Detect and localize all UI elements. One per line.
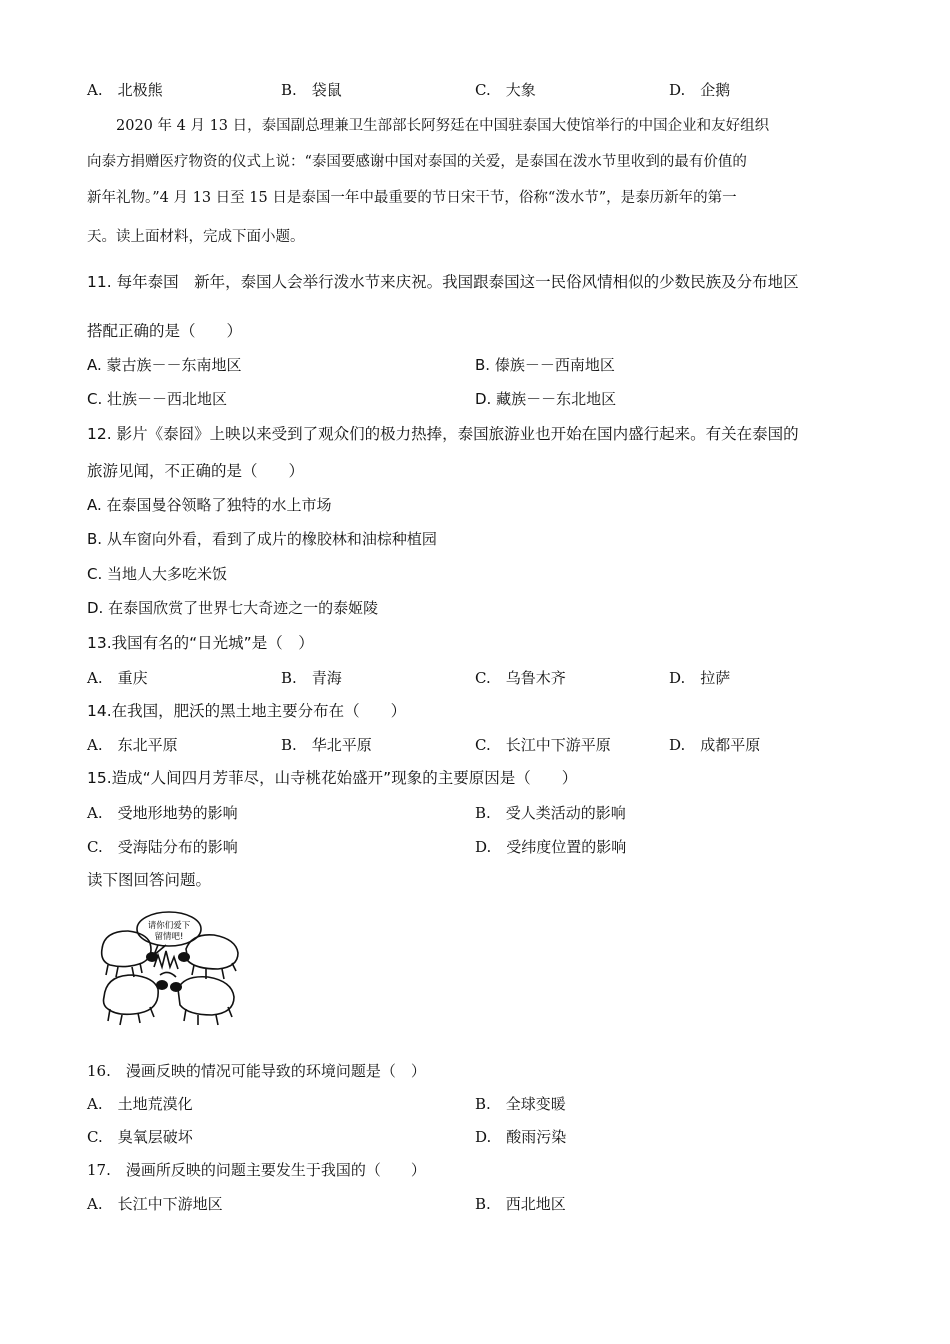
q10-option-b: B. 袋鼠	[281, 81, 342, 99]
q12-stem-cont: 旅游见闻，不正确的是（ ）	[87, 462, 305, 480]
q16-option-d: D. 酸雨污染	[475, 1128, 567, 1146]
q11-option-a: A. 蒙古族－－东南地区	[87, 356, 242, 374]
q12-option-a: A. 在泰国曼谷领略了独特的水上市场	[87, 496, 332, 514]
passage-line: 2020 年 4 月 13 日，泰国副总理兼卫生部部长阿努廷在中国驻泰国大使馆举行的中国企业和友好组织	[87, 118, 770, 134]
q11-option-c: C. 壮族－－西北地区	[87, 390, 228, 408]
q15-option-c: C. 受海陆分布的影响	[87, 838, 238, 856]
q15-stem: 15.造成“人间四月芳菲尽，山寺桃花始盛开”现象的主要原因是（ ）	[87, 769, 578, 787]
q13-option-b: B. 青海	[281, 669, 342, 687]
q16-option-a: A. 土地荒漠化	[87, 1095, 193, 1113]
q12-option-d: D. 在泰国欣赏了世界七大奇迹之一的泰姬陵	[87, 599, 379, 617]
passage-line: 天。读上面材料，完成下面小题。	[87, 229, 305, 245]
q13-option-d: D. 拉萨	[669, 669, 731, 687]
q10-option-a: A. 北极熊	[87, 81, 163, 99]
q13-stem: 13.我国有名的“日光城”是（ ）	[87, 634, 314, 652]
passage-line: 新年礼物。”4 月 13 日至 15 日是泰国一年中最重要的节日宋干节，俗称“泼水节”，是泰历新年的第一	[87, 190, 737, 206]
q14-stem: 14.在我国，肥沃的黑土地主要分布在（ ）	[87, 702, 407, 720]
q15-option-b: B. 受人类活动的影响	[475, 804, 626, 822]
q17-option-b: B. 西北地区	[475, 1195, 566, 1213]
q14-option-a: A. 东北平原	[87, 736, 178, 754]
q11-option-b: B. 傣族－－西南地区	[475, 356, 615, 374]
q11-stem: 11. 每年泰国 新年，泰国人会举行泼水节来庆祝。我国跟泰国这一民俗风情相似的少数民族及分布地区	[87, 273, 799, 291]
grass-tuft	[154, 951, 178, 969]
q14-option-b: B. 华北平原	[281, 736, 372, 754]
q14-option-c: C. 长江中下游平原	[475, 736, 611, 754]
q16-stem: 16. 漫画反映的情况可能导致的环境问题是（ ）	[87, 1062, 426, 1080]
q13-option-c: C. 乌鲁木齐	[475, 669, 566, 687]
q17-stem: 17. 漫画所反映的问题主要发生于我国的（ ）	[87, 1161, 426, 1179]
sheep-top-left	[102, 931, 151, 967]
q10-option-c: C. 大象	[475, 81, 536, 99]
q12-option-c: C. 当地人大多吃米饭	[87, 565, 228, 583]
q15-option-d: D. 受纬度位置的影响	[475, 838, 627, 856]
q12-option-b: B. 从车窗向外看，看到了成片的橡胶林和油棕种植园	[87, 530, 437, 548]
q11-stem-cont: 搭配正确的是（ ）	[87, 322, 243, 340]
passage-line: 向泰方捐赠医疗物资的仪式上说：“泰国要感谢中国对泰国的关爱，是泰国在泼水节里收到的最有价值的	[87, 154, 747, 170]
read-figure-prompt: 读下图回答问题。	[87, 871, 212, 889]
q11-option-d: D. 藏族－－东北地区	[475, 390, 617, 408]
comic-sheep-grassland	[96, 905, 246, 1030]
speech-bubble-line-1: 请你们爱下	[147, 921, 191, 931]
q15-option-a: A. 受地形地势的影响	[87, 804, 238, 822]
q14-option-d: D. 成都平原	[669, 736, 761, 754]
q13-option-a: A. 重庆	[87, 669, 148, 687]
q16-option-b: B. 全球变暖	[475, 1095, 566, 1113]
q16-option-c: C. 臭氧层破坏	[87, 1128, 193, 1146]
q10-option-d: D. 企鹅	[669, 81, 731, 99]
speech-bubble-line-2: 留情吧!	[154, 932, 184, 942]
q17-option-a: A. 长江中下游地区	[87, 1195, 223, 1213]
q12-stem: 12. 影片《泰囧》上映以来受到了观众们的极力热捧，泰国旅游业也开始在国内盛行起来。有关在泰国的	[87, 425, 799, 443]
